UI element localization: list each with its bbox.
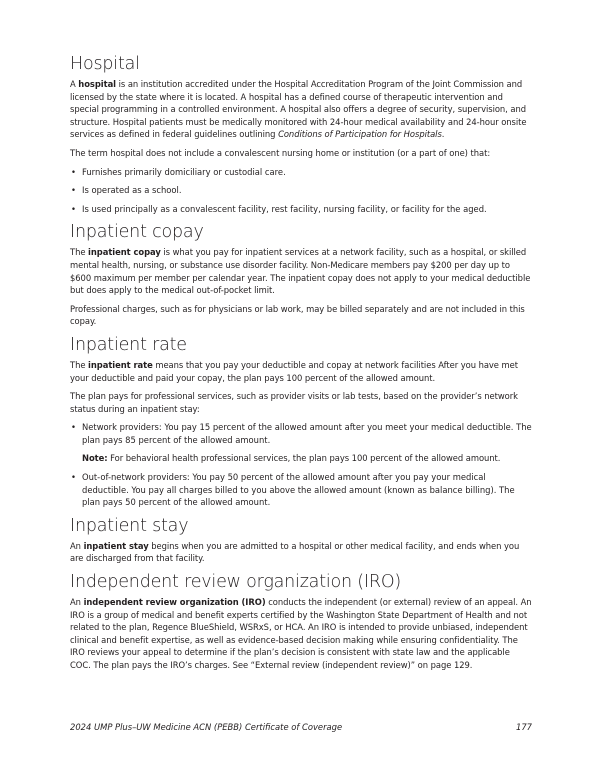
section-heading: Inpatient stay [70, 515, 189, 536]
defined-term: hospital [78, 79, 116, 89]
list-item: • Is operated as a school. [70, 184, 532, 197]
list-item: • Is used principally as a convalescent facility, rest facility, nursing facility, or facility for the aged. [70, 203, 532, 216]
bullet-list [70, 471, 532, 509]
definition-paragraph: An inpatient stay begins when you are admitted to a hospital or other medical facility, and ends when you are discharged from that facility. [70, 540, 520, 564]
list-item: • Furnishes primarily domiciliary or custodial care. [70, 166, 532, 179]
section-inpatient-stay [70, 515, 532, 565]
note-paragraph: Note: For behavioral health professional services, the plan pays 100 percent of the allowed amount. [82, 453, 501, 464]
section-heading: Inpatient rate [70, 334, 187, 355]
bullet-list [70, 421, 532, 446]
section-iro [70, 571, 532, 672]
section-heading: Inpatient copay [70, 222, 204, 243]
definition-paragraph: A hospital is an institution accredited under the Hospital Accreditation Program of the Joint Commission and licensed by the state where it is located. A hospital has a defined course of therapeutic intervention and special programming in a controlled environment. A hospital also offers a degree of security, supervision, and structure. Hospital patients must be medically monitored with 24-hour medical availability and 24-hour onsite services as defined in federal guidelines outlining Conditions of Participation for Hospitals. [70, 79, 527, 140]
section-hospital [70, 53, 532, 215]
section-inpatient-copay [70, 221, 532, 328]
page-content [70, 53, 532, 678]
bullet-list [70, 166, 532, 216]
definition-paragraph: The inpatient rate means that you pay your deductible and copay at network facilities After you have met your deductible and paid your copay, the plan pays 100 percent of the allowed amount. [70, 359, 518, 383]
defined-term: independent review organization (IRO) [83, 597, 266, 608]
definition-paragraph: An independent review organization (IRO) conducts the independent (or external) review of an appeal. An IRO is a group of medical and benefit experts certified by the Washington State Department of Health and not related to the plan, Regence BlueShield, WSRxS, or HCA. An IRO is intended to provide unbiased, independent clinical and benefit expertise, as well as evidence-based decision making while ensuring confidentiality. The IRO reviews your appeal to determine if the plan’s decision is consistent with state law and the applicable COC. The plan pays the IRO’s charges. See “External review (independent review)” on page 129. [70, 597, 532, 670]
page-number: 177 [516, 722, 532, 732]
italic-reference: Conditions of Participation for Hospitals [278, 129, 442, 140]
paragraph: Professional charges, such as for physicians or lab work, may be billed separately and are not included in this copay. [70, 303, 525, 327]
definition-paragraph: The inpatient copay is what you pay for inpatient services at a network facility, such as a hospital, or skilled mental health, nursing, or substance use disorder facility. Non-Medicare members pay $200 per day up to $600 maximum per member per calendar year. The inpatient copay does not apply to your medical deductible but does apply to the medical out-of-pocket limit. [70, 247, 531, 296]
paragraph: The term hospital does not include a convalescent nursing home or institution (or a part of one) that: [70, 147, 491, 158]
defined-term: inpatient copay [88, 247, 161, 258]
document-title: 2024 UMP Plus–UW Medicine ACN (PEBB) Certificate of Coverage [70, 722, 343, 732]
page-footer [70, 722, 532, 732]
note-label: Note: [82, 453, 108, 464]
defined-term: inpatient rate [88, 359, 153, 370]
section-heading: Hospital [70, 54, 140, 74]
section-heading: Independent review organization (IRO) [70, 572, 402, 593]
list-item: • Out-of-network providers: You pay 50 percent of the allowed amount after you pay your medical deductible. You pay all charges billed to you above the allowed amount (known as balance billing). The plan pays 50 percent of the allowed amount. [70, 471, 532, 509]
defined-term: inpatient stay [83, 540, 149, 551]
list-item: • Network providers: You pay 15 percent of the allowed amount after you meet your medical deductible. The plan pays 85 percent of the allowed amount. [70, 421, 532, 446]
paragraph: The plan pays for professional services, such as provider visits or lab tests, based on the provider’s network status during an inpatient stay: [70, 391, 518, 414]
section-inpatient-rate [70, 334, 532, 509]
